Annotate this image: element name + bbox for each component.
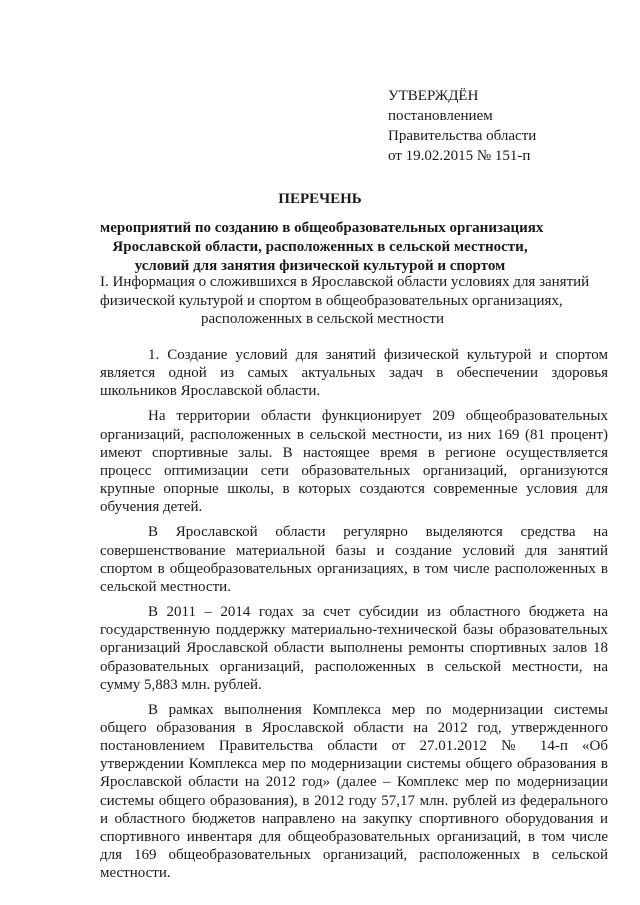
document-title [100,190,544,276]
paragraph-4: В 2011 – 2014 годах за счет субсидии из областного бюджета на государственную поддержку материально-технической базы образовательных организаций Ярославской области выполнены ремонты спортивных залов 18 образовательных организаций, расположенных в сельской местности, на сумму 5,883 млн. рублей. [100,604,608,693]
document-body [100,346,608,889]
title-line-2: Ярославской области, расположенных в сельской местности, [112,239,528,255]
title-line-3: условий для занятия физической культурой и спортом [134,258,506,274]
approval-line-approved: УТВЕРЖДЁН [388,88,479,104]
approval-stamp [388,86,628,166]
title-line-1: мероприятий по созданию в общеобразовательных организациях [100,220,544,236]
title-heading: ПЕРЕЧЕНЬ [278,191,362,207]
paragraph-2: На территории области функционирует 209 общеобразовательных организаций, расположенных в сельской местности, из них 169 (81 процент) имеют спортивные залы. В настоящее время в регионе осуществляется процесс оптимизации сети образовательных организаций, организуются крупные опорные школы, в которых создаются современные условия для обучения детей. [100,408,608,516]
section-heading [100,273,590,329]
section-heading-line-1: I. Информация о сложившихся в Ярославской области условиях для занятий [100,274,590,290]
approval-line-resolution: постановлением [388,108,493,124]
section-heading-line-2: физической культурой и спортом в общеобразовательных организациях, [100,292,563,309]
paragraph-3: В Ярославской области регулярно выделяются средства на совершенствование материальной базы и создание условий для занятий спортом в общеобразовательных организациях, в том числе расположенных в сельской местности. [100,524,608,595]
approval-line-government: Правительства области [388,128,537,144]
paragraph-5: В рамках выполнения Комплекса мер по модернизации системы общего образования в Ярославской области на 2012 год, утвержденного постановлением Правительства области от 27.01.2012 № 14-п «Об утверждении Комплекса мер по модернизации системы общего образования в Ярославской области на 2012 год» (далее – Комплекс мер по модернизации системы общего образования), в 2012 году 57,17 млн. рублей из федерального и областного бюджетов направлено на закупку спортивного оборудования и спортивного инвентаря для общеобразовательных организаций, в том числе для 169 общеобразовательных организаций, расположенных в сельской местности. [100,701,608,882]
section-heading-line-3: расположенных в сельской местности [201,311,444,327]
paragraph-1: 1. Создание условий для занятий физической культурой и спортом является одной из самых актуальных задач в обеспечении здоровья школьников Ярославской области. [100,347,608,400]
approval-line-date-number: от 19.02.2015 № 151-п [388,148,531,164]
